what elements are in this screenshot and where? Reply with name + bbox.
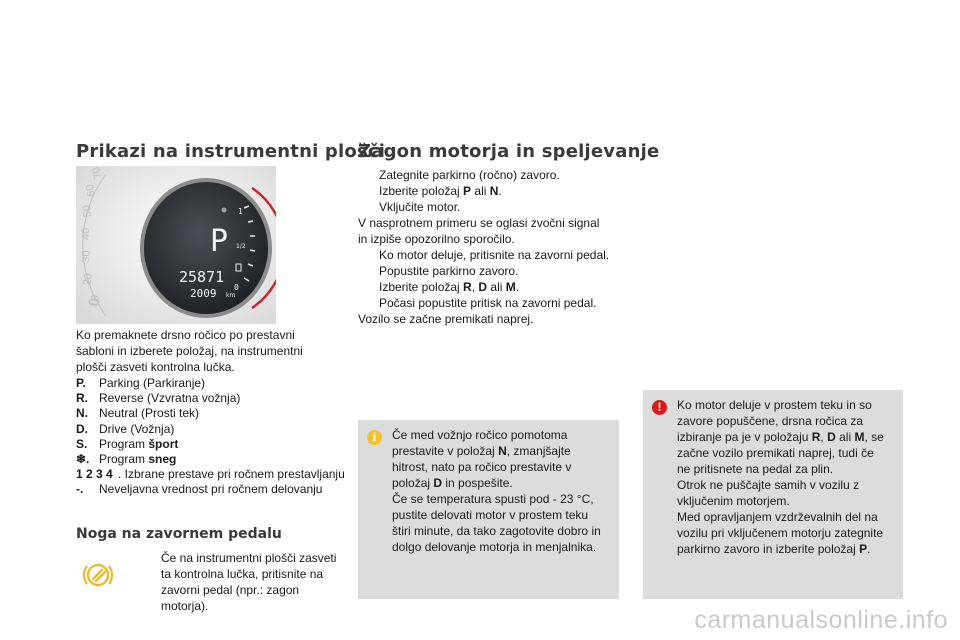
fuel-scale-full: 1 — [238, 207, 243, 216]
step-note-line: V nasprotnem primeru se oglasi zvočni signal — [358, 216, 600, 230]
note-line: položaj D in pospešite. — [392, 476, 513, 490]
step-item — [358, 263, 638, 279]
gear-item-p: P. Parking (Parkiranje) — [76, 376, 206, 390]
step-item — [358, 199, 638, 215]
dial-digit: 40 — [80, 227, 92, 240]
gear-item-invalid: -. Neveljavna vrednost pri ročnem delovanju — [76, 482, 323, 497]
step-text: Zategnite parkirno (ročno) zavoro. — [379, 168, 560, 182]
brake-instruction: Če na instrumentni plošči zasveti ta kontrolna lučka, pritisnite na zavorni pedal (npr.: zagon motorja). — [140, 550, 340, 614]
gear-item-r: R. Reverse (Vzvratna vožnja) — [76, 391, 241, 406]
bold-text: R — [811, 430, 821, 444]
note-line: vključenim motorjem. — [677, 494, 790, 508]
bullet-arrow-icon — [358, 263, 379, 279]
step-text: Izberite položaj R, D ali M. — [379, 280, 520, 294]
bold-text: R — [463, 280, 472, 294]
dial-digit: 10 — [87, 293, 103, 309]
step-item — [358, 295, 638, 311]
bold-text: D — [827, 430, 836, 444]
brake-title: Noga na zavornem pedalu — [76, 526, 282, 542]
note-line: Če se temperatura spusti pod - 23 °C, — [392, 492, 594, 506]
step-note-line: Vozilo se začne premikati naprej. — [358, 312, 534, 326]
step-item — [358, 167, 638, 183]
bold-text: P — [463, 184, 472, 198]
bullet-arrow-icon — [358, 295, 379, 311]
start-steps — [358, 167, 638, 327]
note-line: začne vozilo premikati naprej, tudi če — [677, 446, 874, 460]
bold-text: M — [505, 280, 516, 294]
step-item — [358, 279, 638, 295]
step-item — [358, 247, 638, 263]
dial-digit: 20 — [81, 272, 96, 287]
note-line: izbiranje pa je v položaju R, D ali M, se — [677, 430, 884, 444]
info-note-text — [392, 427, 617, 555]
note-line: Otrok ne puščajte samih v vozilu z — [677, 478, 860, 492]
brake-lamp-icon — [80, 557, 116, 593]
odometer: 25871 — [179, 268, 225, 286]
watermark: carmanualsonline.info — [694, 606, 948, 634]
instrument-cluster-image — [76, 166, 276, 324]
warning-note — [643, 390, 903, 599]
note-line: pustite delovati motor v prostem teku — [392, 508, 589, 522]
note-line: Med opravljanjem vzdrževalnih del na — [677, 510, 878, 524]
note-line: hitrost, nato pa ročico prestavite v — [392, 460, 572, 474]
note-line: vozilu pri vključenem motorju zategnite — [677, 526, 884, 540]
bold-text: P — [859, 542, 868, 556]
step-text: Ko motor deluje, pritisnite na zavorni pedal. — [379, 248, 610, 262]
bold-text: N — [498, 444, 507, 458]
info-note — [358, 420, 619, 599]
right-title: Zagon motorja in speljevanje — [358, 141, 660, 162]
warning-note-text — [677, 397, 902, 557]
warning-lamp-icon — [222, 208, 227, 213]
gear-item-s: S. Program šport — [76, 436, 179, 451]
dial-digit: 30 — [80, 250, 94, 264]
step-text: Popustite parkirno zavoro. — [379, 264, 519, 278]
snowflake-icon: ❄. — [76, 452, 90, 467]
bold-text: D — [478, 280, 488, 294]
step-text: Izberite položaj P ali N. — [379, 184, 502, 198]
note-line: ne pritisnete na pedal za plin. — [677, 462, 834, 476]
fuel-scale-empty: 0 — [234, 283, 239, 292]
bullet-arrow-icon — [358, 279, 379, 295]
gear-item-n: N. Neutral (Prosti tek) — [76, 406, 200, 421]
note-line: Ko motor deluje v prostem teku in so — [677, 398, 872, 412]
gear-list — [76, 376, 346, 498]
note-line: zavore popuščene, drsna ročica za — [677, 414, 864, 428]
bold-text: M — [854, 430, 865, 444]
bold-text: D — [433, 476, 443, 490]
intro-paragraph: Ko premaknete drsno ročico po prestavni šabloni in izberete položaj, na instrumentni plošči zasveti kontrolna lučka. — [76, 328, 303, 374]
trip-unit: km — [226, 292, 236, 299]
dial-digit: 70 — [90, 166, 105, 181]
gear-item-manual: 1 2 3 4 . Izbrane prestave pri ročnem prestavljanju — [76, 467, 345, 482]
bullet-arrow-icon — [358, 167, 379, 183]
gear-item-snow: ❄. Program sneg — [76, 452, 177, 467]
bold-text: N — [489, 184, 499, 198]
dial-digit: 60 — [84, 183, 98, 198]
step-item — [358, 183, 638, 199]
note-line: štiri minute, da tako zagotovite dobro in — [392, 524, 601, 538]
bullet-arrow-icon — [358, 199, 379, 215]
warning-icon: ! — [652, 400, 667, 415]
note-line: dolgo delovanje motorja in menjalnika. — [392, 540, 597, 554]
cluster-illustration — [76, 166, 276, 324]
info-icon: i — [367, 430, 382, 445]
note-line: parkirno zavoro in izberite položaj P. — [677, 542, 871, 556]
note-line: prestavite v položaj N, zmanjšajte — [392, 444, 571, 458]
bullet-arrow-icon — [140, 550, 161, 614]
gear-indicator: P — [210, 224, 229, 259]
step-note-line: in izpiše opozorilno sporočilo. — [358, 232, 515, 246]
dial-digit: 50 — [80, 204, 94, 218]
step-text: Vključite motor. — [379, 200, 461, 214]
left-title: Prikazi na instrumentni plošči — [76, 141, 386, 162]
fuel-scale-half: 1/2 — [236, 243, 246, 250]
trip-meter: 2009 — [190, 287, 217, 300]
gear-item-d: D. Drive (Vožnja) — [76, 421, 175, 436]
bullet-arrow-icon — [358, 247, 379, 263]
note-line: Če med vožnjo ročico pomotoma — [392, 428, 568, 442]
step-text: Počasi popustite pritisk na zavorni pedal. — [379, 296, 597, 310]
bullet-arrow-icon — [358, 183, 379, 199]
